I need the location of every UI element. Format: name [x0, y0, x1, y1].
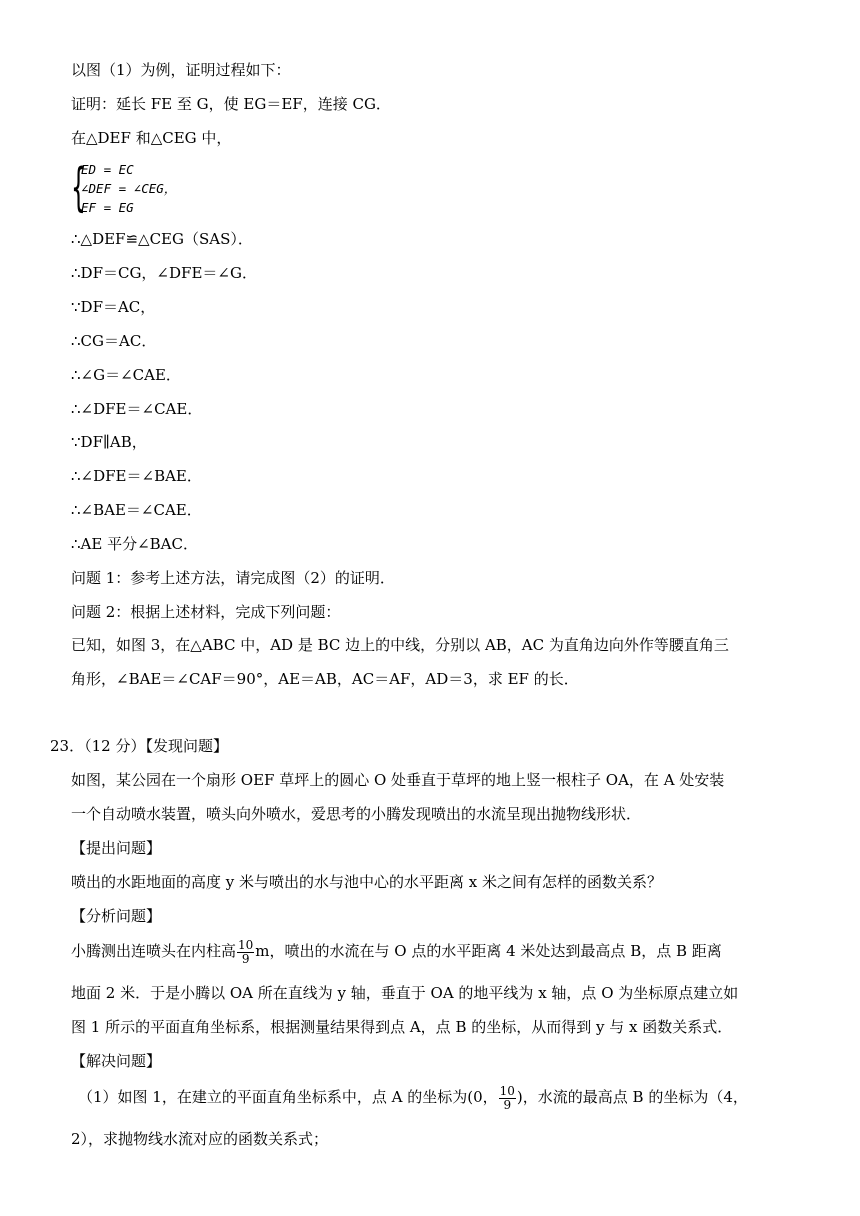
line-step1: 证明：延长 FE 至 G，使 EG＝EF，连接 CG．	[71, 95, 391, 113]
p23-para3b: 地面 2 米．于是小腾以 OA 所在直线为 y 轴，垂直于 OA 的地平线为 x 轴，点 O 为坐标原点建立如	[71, 984, 739, 1002]
p23-para2: 喷出的水距地面的高度 y 米与喷出的水与池中心的水平距离 x 米之间有怎样的函数关系？	[71, 873, 663, 891]
line-step2: 在△DEF 和△CEG 中，	[71, 129, 232, 147]
line-intro: 以图（1）为例，证明过程如下：	[71, 61, 291, 79]
line-q2: 问题 2：根据上述材料，完成下列问题：	[71, 603, 341, 621]
p23-part1a: （1）如图 1，在建立的平面直角坐标系中，点 A 的坐标为(0， $\frac{10}{9}$ )，水流的最高点 B 的坐标为（4，	[78, 1083, 748, 1112]
line-s5: ∴∠G＝∠CAE．	[71, 366, 181, 384]
left-brace: {	[71, 158, 86, 218]
p23-para3a: 小腾测出连喷头在内柱高 $\frac{10}{9}$ m，喷出的水流在与 O 点的水平距离 4 米处达到最高点 B，点 B 距离	[71, 937, 722, 966]
condition-2: ∠DEF = ∠CEG，	[81, 181, 177, 196]
line-s10: ∴AE 平分∠BAC．	[71, 535, 198, 553]
condition-3: EF = EG	[81, 200, 134, 215]
p23-para3c: 图 1 所示的平面直角坐标系，根据测量结果得到点 A，点 B 的坐标，从而得到 y 与 x 函数关系式．	[71, 1018, 733, 1036]
p23-para1a: 如图，某公园在一个扇形 OEF 草坪上的圆心 O 处垂直于草坪的地上竖一根柱子 OA，在 A 处安装	[71, 771, 725, 789]
line-s6: ∴∠DFE＝∠CAE．	[71, 400, 203, 418]
p23-part1b: 2），求抛物线水流对应的函数关系式；	[71, 1130, 329, 1148]
line-s2: ∴DF＝CG，∠DFE＝∠G．	[71, 264, 257, 282]
p23-heading-ask: 【提出问题】	[71, 839, 162, 857]
condition-1: ED = EC	[81, 162, 134, 177]
line-s7: ∵DF∥AB，	[71, 433, 147, 451]
line-s8: ∴∠DFE＝∠BAE．	[71, 467, 202, 485]
line-q2a: 已知，如图 3，在△ABC 中，AD 是 BC 边上的中线，分别以 AB，AC 为直角边向外作等腰直角三	[71, 636, 729, 654]
line-s1: ∴△DEF≌△CEG（SAS）．	[71, 230, 253, 248]
fraction-10-9: $\frac{10}{9}$	[238, 937, 254, 966]
congruence-conditions	[71, 160, 231, 218]
p23-para1b: 一个自动喷水装置，喷头向外喷水，爱思考的小腾发现喷出的水流呈现出抛物线形状．	[71, 805, 642, 823]
line-s9: ∴∠BAE＝∠CAE．	[71, 501, 202, 519]
line-q2b: 角形，∠BAE＝∠CAF＝90°，AE＝AB，AC＝AF，AD＝3，求 EF 的长．	[71, 670, 579, 688]
line-s4: ∴CG＝AC．	[71, 332, 157, 350]
line-q1: 问题 1：参考上述方法，请完成图（2）的证明．	[71, 569, 395, 587]
p23-heading-solve: 【解决问题】	[71, 1052, 162, 1070]
problem23-header: 23．（12 分）【发现问题】	[50, 737, 228, 755]
p23-heading-analyze: 【分析问题】	[71, 907, 162, 925]
line-s3: ∵DF＝AC，	[71, 298, 156, 316]
fraction-10-9-b: $\frac{10}{9}$	[499, 1083, 515, 1112]
